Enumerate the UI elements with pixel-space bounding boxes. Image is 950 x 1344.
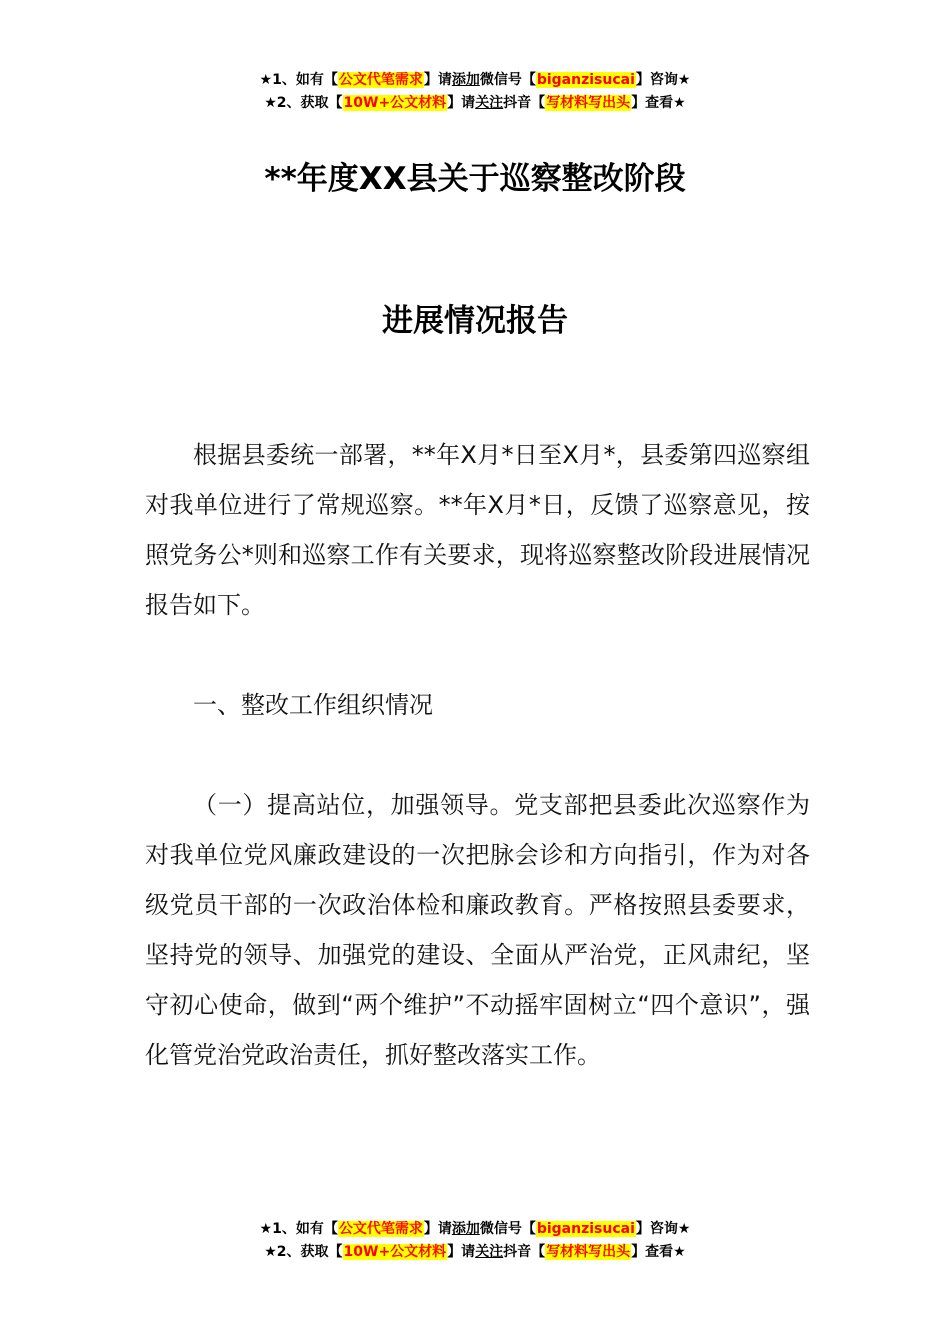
header-banner: [0, 69, 950, 115]
document-title-line-1: **年度XX县关于巡察整改阶段: [264, 161, 686, 197]
banner-text: 】请: [423, 1221, 452, 1237]
banner-text: ★2、获取【: [264, 95, 343, 111]
paragraph-text: （一）提高站位，加强领导。党支部把县委此次巡察作为对我单位党风廉政建设的一次把脉会诊和方向指引，作为对各级党员干部的一次政治体检和廉政教育。严格按照县委要求，坚持党的领导、加强党的建设、全面从严治党，正风肃纪，坚守初心使命，做到“两个维护”不动摇牢固树立“四个意识”，强化管党治党政治责任，抓好整改落实工作。: [145, 791, 810, 1069]
banner-text: 】咨询★: [635, 1221, 691, 1237]
banner-text: 抖音【: [503, 95, 546, 111]
banner-underline: 关注: [475, 1244, 504, 1260]
paragraph-intro: [145, 430, 810, 630]
banner-line-1: [0, 1218, 950, 1241]
banner-text: 微信号【: [479, 1221, 536, 1237]
banner-highlight: biganzisucai: [536, 1221, 635, 1237]
banner-highlight: 写材料写出头: [546, 95, 631, 111]
banner-highlight: biganzisucai: [536, 72, 635, 88]
banner-line-2: [0, 92, 950, 115]
banner-highlight: 10W+公文材料: [343, 1244, 447, 1260]
banner-text: 】请: [423, 72, 452, 88]
banner-text: ★1、如有【: [259, 1221, 338, 1237]
section-heading: [145, 680, 810, 730]
footer-banner: [0, 1218, 950, 1264]
paragraph-subsection-1: [145, 780, 810, 1080]
banner-text: ★2、获取【: [264, 1244, 343, 1260]
paragraph-text: 根据县委统一部署，**年X月*日至X月*，县委第四巡察组对我单位进行了常规巡察。**年X月*日，反馈了巡察意见，按照党务公*则和巡察工作有关要求，现将巡察整改阶段进展情况报告如下。: [145, 441, 810, 619]
banner-text: ★1、如有【: [259, 72, 338, 88]
banner-text: 】查看★: [631, 95, 686, 111]
banner-line-1: [0, 69, 950, 92]
banner-underline: 关注: [475, 95, 504, 111]
banner-underline: 添加: [451, 1221, 480, 1237]
banner-underline: 添加: [451, 72, 480, 88]
banner-text: 微信号【: [479, 72, 536, 88]
banner-highlight: 写材料写出头: [546, 1244, 631, 1260]
banner-highlight: 10W+公文材料: [343, 95, 447, 111]
banner-text: 】请: [447, 1244, 476, 1260]
banner-text: 抖音【: [503, 1244, 546, 1260]
document-title-line-2: 进展情况报告: [382, 303, 568, 339]
banner-highlight: 公文代笔需求: [338, 72, 423, 88]
banner-text: 】请: [447, 95, 476, 111]
banner-text: 】查看★: [631, 1244, 686, 1260]
section-heading-text: 一、整改工作组织情况: [193, 691, 433, 719]
banner-text: 】咨询★: [635, 72, 691, 88]
banner-line-2: [0, 1241, 950, 1264]
banner-highlight: 公文代笔需求: [338, 1221, 423, 1237]
